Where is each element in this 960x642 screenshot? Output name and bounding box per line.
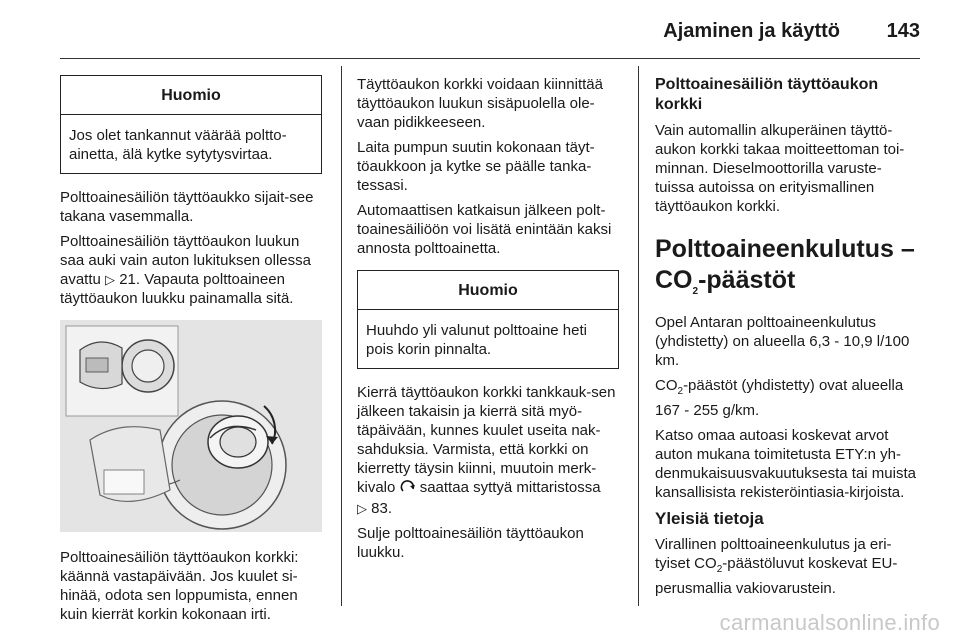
note-text: Jos olet tankannut väärää poltto-ainetta, älä kytke sytytysvirtaa.	[69, 127, 287, 163]
paragraph: Opel Antaran polttoaineenkulutus (yhdistetty) on alueella 6,3 - 10,9 l/100 km.	[655, 314, 910, 369]
paragraph: Vain automallin alkuperäinen täyttö-aukon korkki takaa moitteettoman toi-minnan. Dieselmoottorilla varuste-tuissa autoissa on erityismallinen täyttöaukon korkki.	[655, 122, 905, 215]
heading-text: Polttoaineenkulutus –	[655, 235, 915, 263]
note-text: Huuhdo yli valunut polttoaine heti pois korin pinnalta.	[366, 322, 587, 358]
paragraph	[60, 232, 322, 308]
heading-subscript: 2	[692, 286, 699, 297]
column-3	[655, 75, 917, 604]
paragraph-text: . Vapauta polttoaineen täyttöaukon luukku painamalla sitä.	[60, 271, 294, 307]
page-number: 143	[886, 20, 920, 42]
page-header	[0, 0, 960, 62]
column-divider	[341, 66, 342, 606]
paragraph: Sulje polttoainesäiliön täyttöaukon luukku.	[357, 525, 584, 561]
paragraph	[655, 535, 917, 598]
note-title: Huomio	[61, 76, 321, 115]
section-heading	[655, 234, 917, 307]
heading-text: -päästöt	[698, 266, 796, 294]
note-title: Huomio	[358, 271, 618, 310]
paragraph-text: Kierrä täyttöaukon korkki tankkauk-sen jälkeen takaisin ja kierrä sitä myö-täpäivään, kunnes kuulet useita nak-sahduksia. Varmista, että korkki on kierretty täysin kiinni, muutoin merk-kivalo	[357, 384, 616, 496]
paragraph	[655, 376, 917, 420]
reference-arrow-icon: ▷	[105, 272, 116, 287]
note-box	[60, 75, 322, 174]
paragraph: Laita pumpun suutin kokonaan täyt-töaukkoon ja kytke se päälle tanka-tessasi.	[357, 139, 595, 194]
paragraph: Täyttöaukon korkki voidaan kiinnittää täyttöaukon luukun sisäpuolella ole-vaan pidikkeeseen.	[357, 76, 603, 131]
subheading: Yleisiä tietoja	[655, 509, 764, 528]
paragraph-text: Virallinen polttoaineenkulutus ja eri-tyiset CO	[655, 536, 892, 572]
subscript: 2	[677, 386, 684, 397]
subscript: 2	[716, 564, 723, 575]
paragraph: Polttoainesäiliön täyttöaukko sijait-see takana vasemmalla.	[60, 189, 314, 225]
section-title: Ajaminen ja käyttö	[663, 20, 840, 42]
column-2	[357, 75, 619, 568]
fuel-cap-illustration	[60, 320, 322, 532]
reference-arrow-icon: ▷	[357, 501, 367, 516]
paragraph: Kierrä täyttöaukon korkki tankkauk-sen jälkeen takaisin ja kierrä sitä myö-täpäivään, kunnes kuulet useita nak-sahduksia. Varmista, että korkki on kierretty täysin kiinni, muutoin merk-kivalo saattaa syttyä mittaristossa ▷ 83.	[357, 384, 616, 517]
paragraph-text: CO	[655, 377, 678, 394]
column-divider	[638, 66, 639, 606]
paragraph: Katso omaa autoasi koskevat arvot auton mukana toimitetusta ETY:n yh-denmukaisuusvakuutuksesta tai muista kansallisista rekisteröintiasia-kirjoista.	[655, 427, 916, 501]
fuel-cap-warning-icon	[400, 480, 416, 499]
watermark: carmanualsonline.info	[719, 610, 940, 635]
note-box	[357, 270, 619, 369]
heading-text: CO	[655, 266, 693, 294]
paragraph-text: -päästöluvut koskevat EU-perusmallia vakiovarustein.	[655, 555, 898, 597]
paragraph: Automaattisen katkaisun jälkeen polt-toainesäiliöön voi lisätä enintään kaksi annosta polttoainetta.	[357, 202, 612, 257]
paragraph-text: Polttoainesäiliön täyttöaukon luukun saa auki vain auton lukituksen ollessa avattu	[60, 233, 311, 288]
subheading: Polttoainesäiliön täyttöaukon korkki	[655, 76, 879, 113]
paragraph-text: saattaa syttyä mittaristossa	[419, 479, 601, 496]
paragraph-text: -päästöt (yhdistetty) ovat alueella 167 - 255 g/km.	[655, 377, 904, 419]
column-1	[60, 75, 322, 630]
header-rule	[60, 58, 920, 59]
figure-caption: Polttoainesäiliön täyttöaukon korkki: käännä vastapäivään. Jos kuulet si-hinää, odota sen loppumista, ennen kuin kierrät korkin kokonaan irti.	[60, 549, 299, 623]
page-reference[interactable]: 83	[371, 500, 388, 517]
page-reference[interactable]: 21	[119, 271, 136, 288]
